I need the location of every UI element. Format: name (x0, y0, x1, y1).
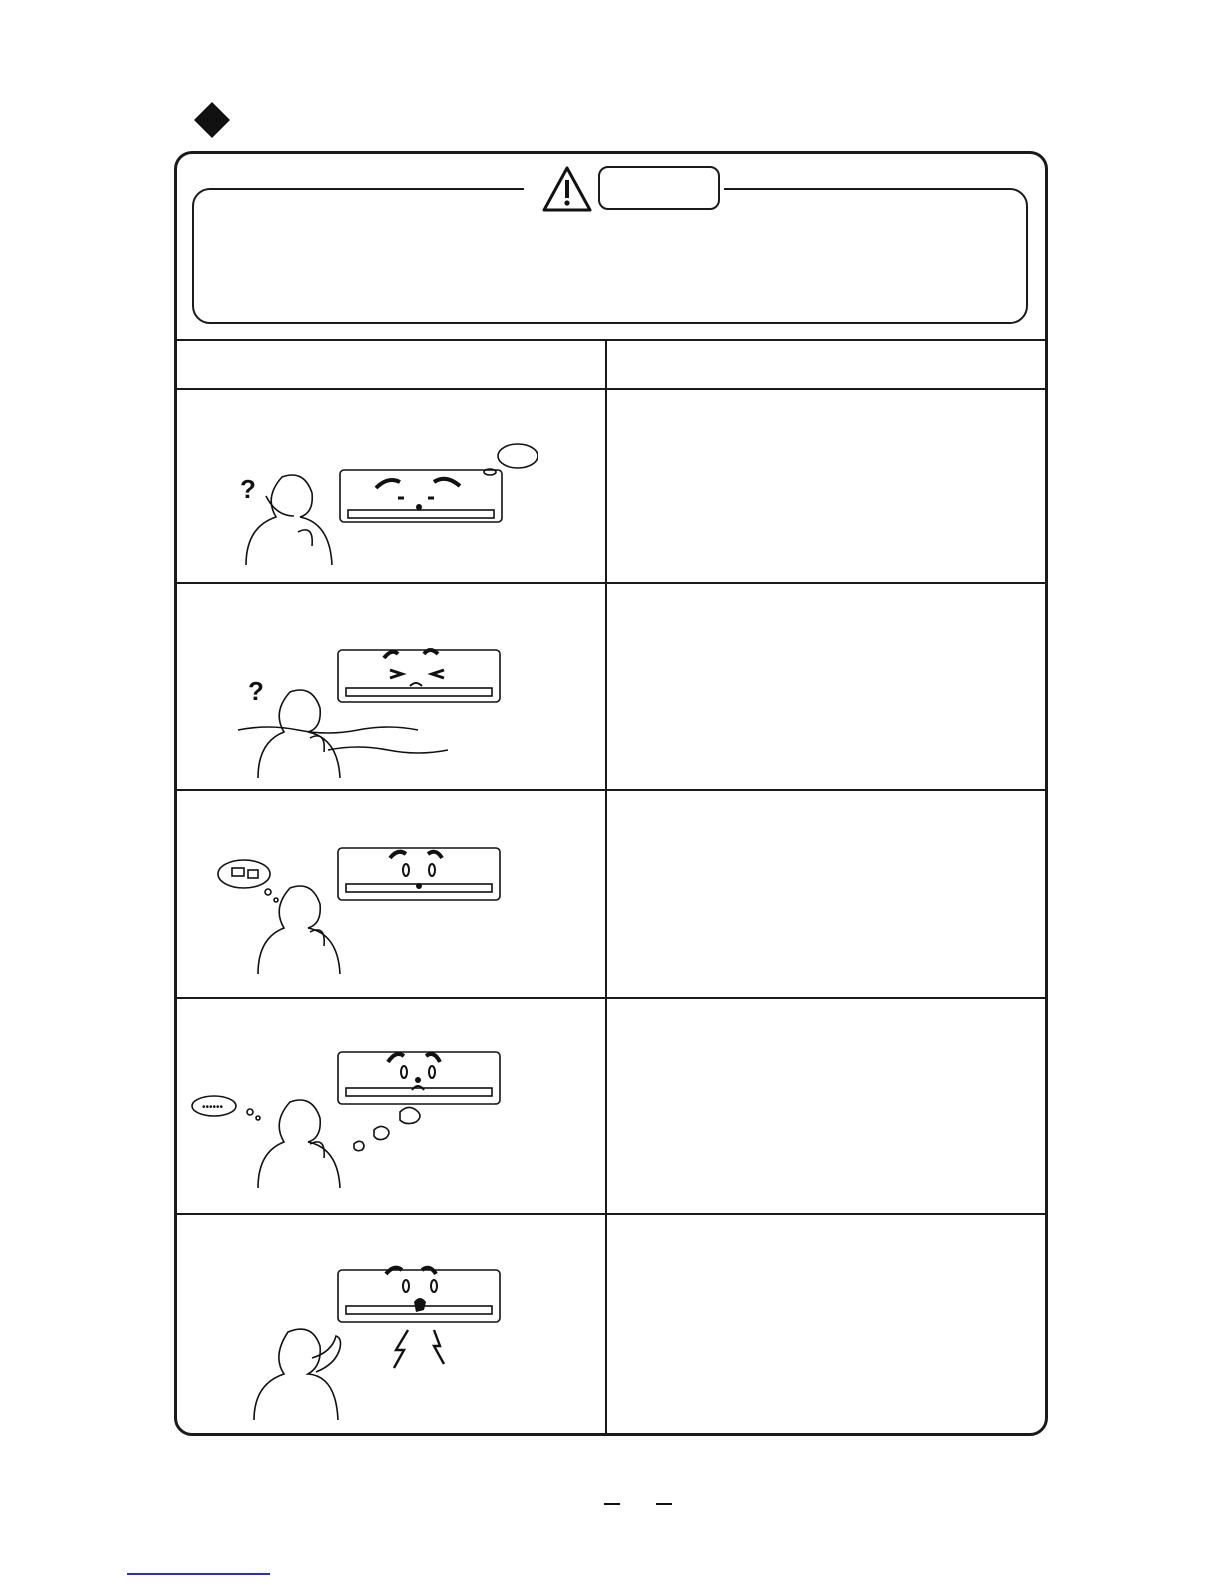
woman-question-mark-ac-unit-icon (228, 440, 538, 572)
warning-text (220, 220, 1000, 310)
warning-triangle-icon (541, 165, 593, 213)
page-number-dash-right (656, 1503, 672, 1505)
column-header-phenomenon (178, 342, 604, 388)
column-header-cause (608, 342, 1044, 388)
row-rule (176, 582, 1046, 584)
footer-link[interactable] (127, 1573, 270, 1575)
section-title (244, 106, 744, 136)
row-rule (176, 789, 1046, 791)
man-ac-lightning-icon (250, 1258, 510, 1424)
column-divider (605, 339, 607, 1434)
row-rule (176, 1213, 1046, 1215)
svg-text:••••••: •••••• (202, 1102, 224, 1113)
svg-text:?: ? (248, 676, 264, 706)
header-rule (176, 388, 1046, 390)
woman-question-mark-airflow-icon (234, 644, 504, 784)
svg-text:?: ? (240, 474, 256, 504)
black-diamond-icon (194, 102, 230, 138)
warning-badge (598, 166, 720, 210)
woman-thought-bubble-faucet-icon (214, 840, 504, 990)
table-top-rule (176, 339, 1046, 341)
row-rule (176, 997, 1046, 999)
woman-thinking-smoke-icon (190, 1040, 510, 1206)
